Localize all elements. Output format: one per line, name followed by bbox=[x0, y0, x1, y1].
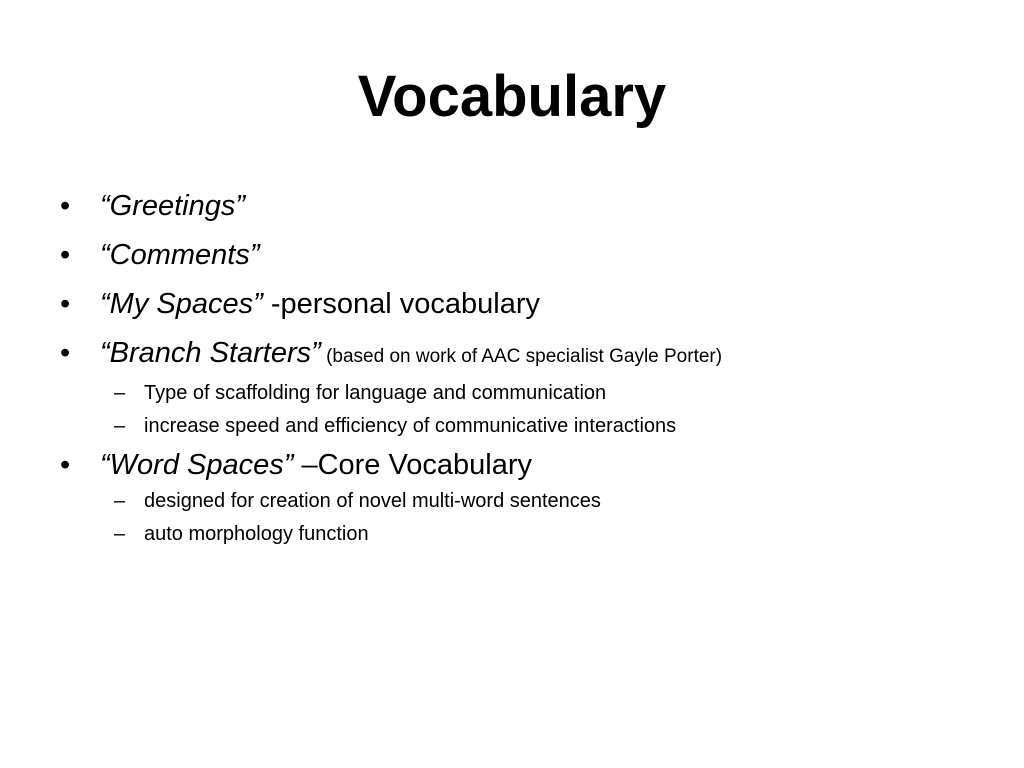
sub-bullet-text: auto morphology function bbox=[144, 523, 369, 545]
bullet-point: • bbox=[60, 337, 71, 369]
sub-bullet-text: increase speed and efficiency of communicative interactions bbox=[144, 415, 677, 437]
bullet-term: “Word Spaces” bbox=[100, 449, 294, 481]
bullet-term: “Branch Starters” bbox=[100, 337, 321, 369]
sub-bullet-list bbox=[100, 381, 980, 438]
bullet-item bbox=[60, 188, 980, 224]
bullet-point: • bbox=[60, 449, 71, 481]
bullet-term: “Comments” bbox=[100, 239, 260, 271]
bullet-item bbox=[60, 286, 980, 322]
bullet-description: –Core Vocabulary bbox=[293, 449, 532, 481]
bullet-description: -personal vocabulary bbox=[262, 288, 541, 320]
bullet-point: • bbox=[60, 190, 71, 222]
dash-point: – bbox=[114, 415, 126, 437]
bullet-item bbox=[60, 335, 980, 438]
bullet-point: • bbox=[60, 239, 71, 271]
sub-bullet-item bbox=[100, 489, 980, 513]
dash-point: – bbox=[114, 382, 126, 404]
sub-bullet-item bbox=[100, 522, 980, 546]
bullet-note: (based on work of AAC specialist Gayle Porter) bbox=[320, 346, 723, 367]
sub-bullet-text: Type of scaffolding for language and communication bbox=[144, 382, 607, 404]
bullet-term: “Greetings” bbox=[100, 190, 246, 222]
sub-bullet-list bbox=[100, 489, 980, 546]
dash-point: – bbox=[114, 490, 126, 512]
dash-point: – bbox=[114, 523, 126, 545]
bullet-item bbox=[60, 237, 980, 273]
sub-bullet-item bbox=[100, 381, 980, 405]
bullet-term: “My Spaces” bbox=[100, 288, 263, 320]
slide-title: Vocabulary bbox=[357, 64, 667, 129]
sub-bullet-item bbox=[100, 414, 980, 438]
bullet-point: • bbox=[60, 288, 71, 320]
bullet-item bbox=[60, 447, 980, 546]
sub-bullet-text: designed for creation of novel multi-word sentences bbox=[144, 490, 601, 512]
bullet-list bbox=[60, 188, 980, 555]
